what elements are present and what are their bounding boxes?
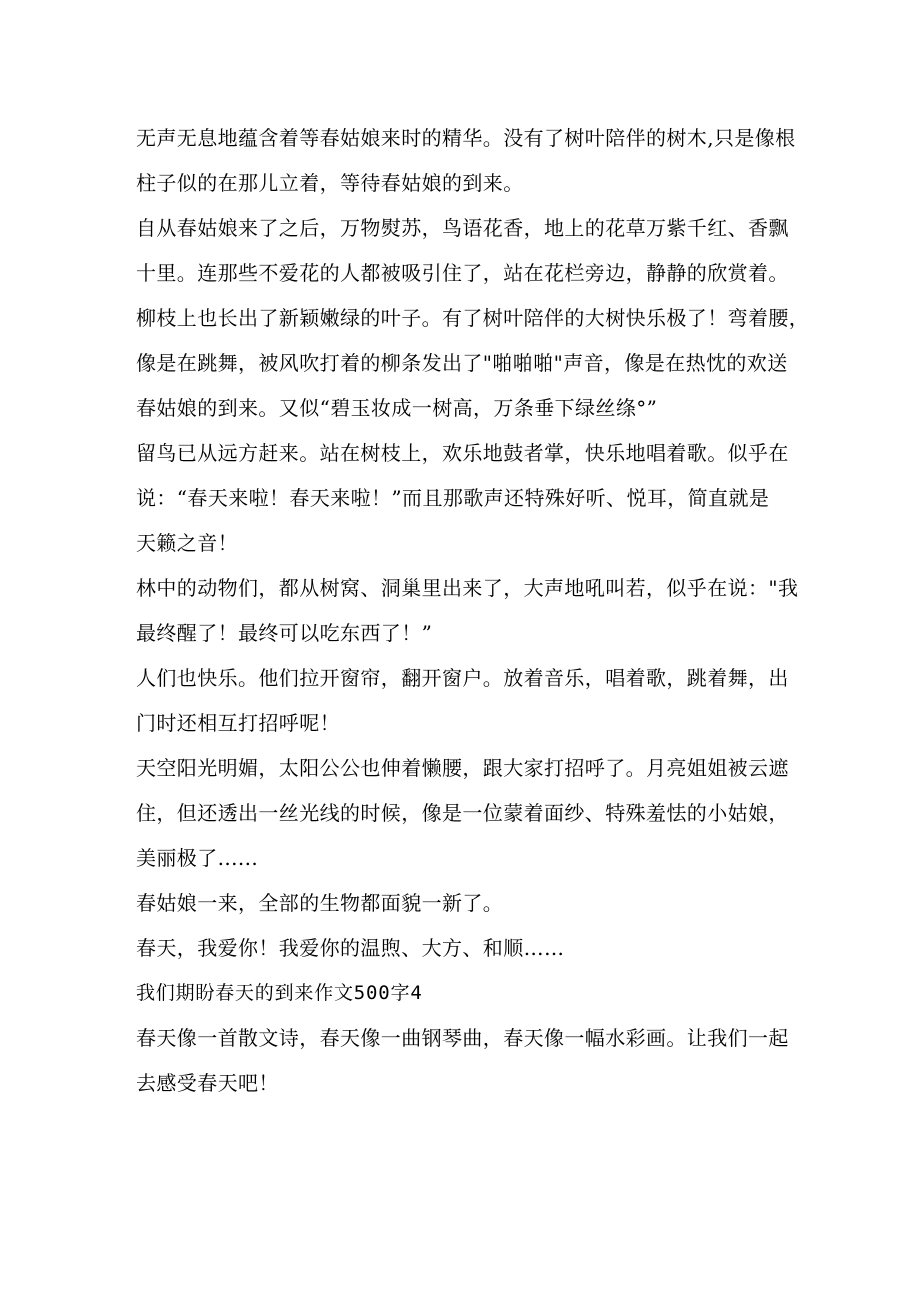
text-line: 无声无息地蕴含着等春姑娘来时的精华。没有了树叶陪伴的树木,只是像根 — [136, 126, 796, 150]
text-line: 十里。连那些不爱花的人都被吸引住了，站在花栏旁边，静静的欣赏着。 — [136, 261, 789, 285]
text-line: 说：“春天来啦！春天来啦！”而且那歌声还特殊好听、悦耳，简直就是 — [136, 486, 770, 510]
text-line: 人们也快乐。他们拉开窗帘，翻开窗户。放着音乐，唱着歌，跳着舞，出 — [136, 666, 789, 690]
text-line: 天空阳光明媚，太阳公公也伸着懒腰，跟大家打招呼了。月亮姐姐被云遮 — [136, 756, 789, 780]
section-heading: 我们期盼春天的到来作文500字4 — [136, 982, 423, 1004]
text-line: 春姑娘一来，全部的生物都面貌一新了。 — [136, 891, 504, 915]
text-line: 门时还相互打招呼呢！ — [136, 711, 340, 735]
text-line: 像是在跳舞，被风吹打着的柳条发出了"啪啪啪"声音，像是在热忱的欢送 — [136, 351, 788, 375]
text-line: 留鸟已从远方赶来。站在树枝上，欢乐地鼓者掌，快乐地唱着歌。似乎在 — [136, 441, 789, 465]
text-line: 柱子似的在那儿立着，等待春姑娘的到来。 — [136, 171, 524, 195]
text-line: 春天像一首散文诗，春天像一曲钢琴曲，春天像一幅水彩画。让我们一起 — [136, 1026, 789, 1050]
text-line: 天籁之音！ — [136, 531, 238, 555]
essay-body — [136, 118, 810, 1103]
text-line: 柳枝上也长出了新颖嫩绿的叶子。有了树叶陪伴的大树快乐极了！弯着腰， — [136, 306, 810, 330]
text-line: 最终醒了！最终可以吃东西了！” — [136, 621, 433, 645]
text-line: 春姑娘的到来。又似“碧玉妆成一树高，万条垂下绿丝绦°” — [136, 396, 658, 420]
text-line: 林中的动物们，都从树窝、洞巢里出来了，大声地吼叫若，似乎在说："我 — [136, 576, 799, 600]
text-line: 自从春姑娘来了之后，万物熨苏，鸟语花香，地上的花草万紫千红、香飘 — [136, 216, 789, 240]
text-line: 去感受春天吧！ — [136, 1071, 279, 1095]
text-line: 春天，我爱你！我爱你的温煦、大方、和顺…… — [136, 936, 565, 960]
text-line: 美丽极了...... — [136, 846, 259, 870]
text-line: 住，但还透出一丝光线的时候，像是一位蒙着面纱、特殊羞怯的小姑娘， — [136, 801, 789, 825]
